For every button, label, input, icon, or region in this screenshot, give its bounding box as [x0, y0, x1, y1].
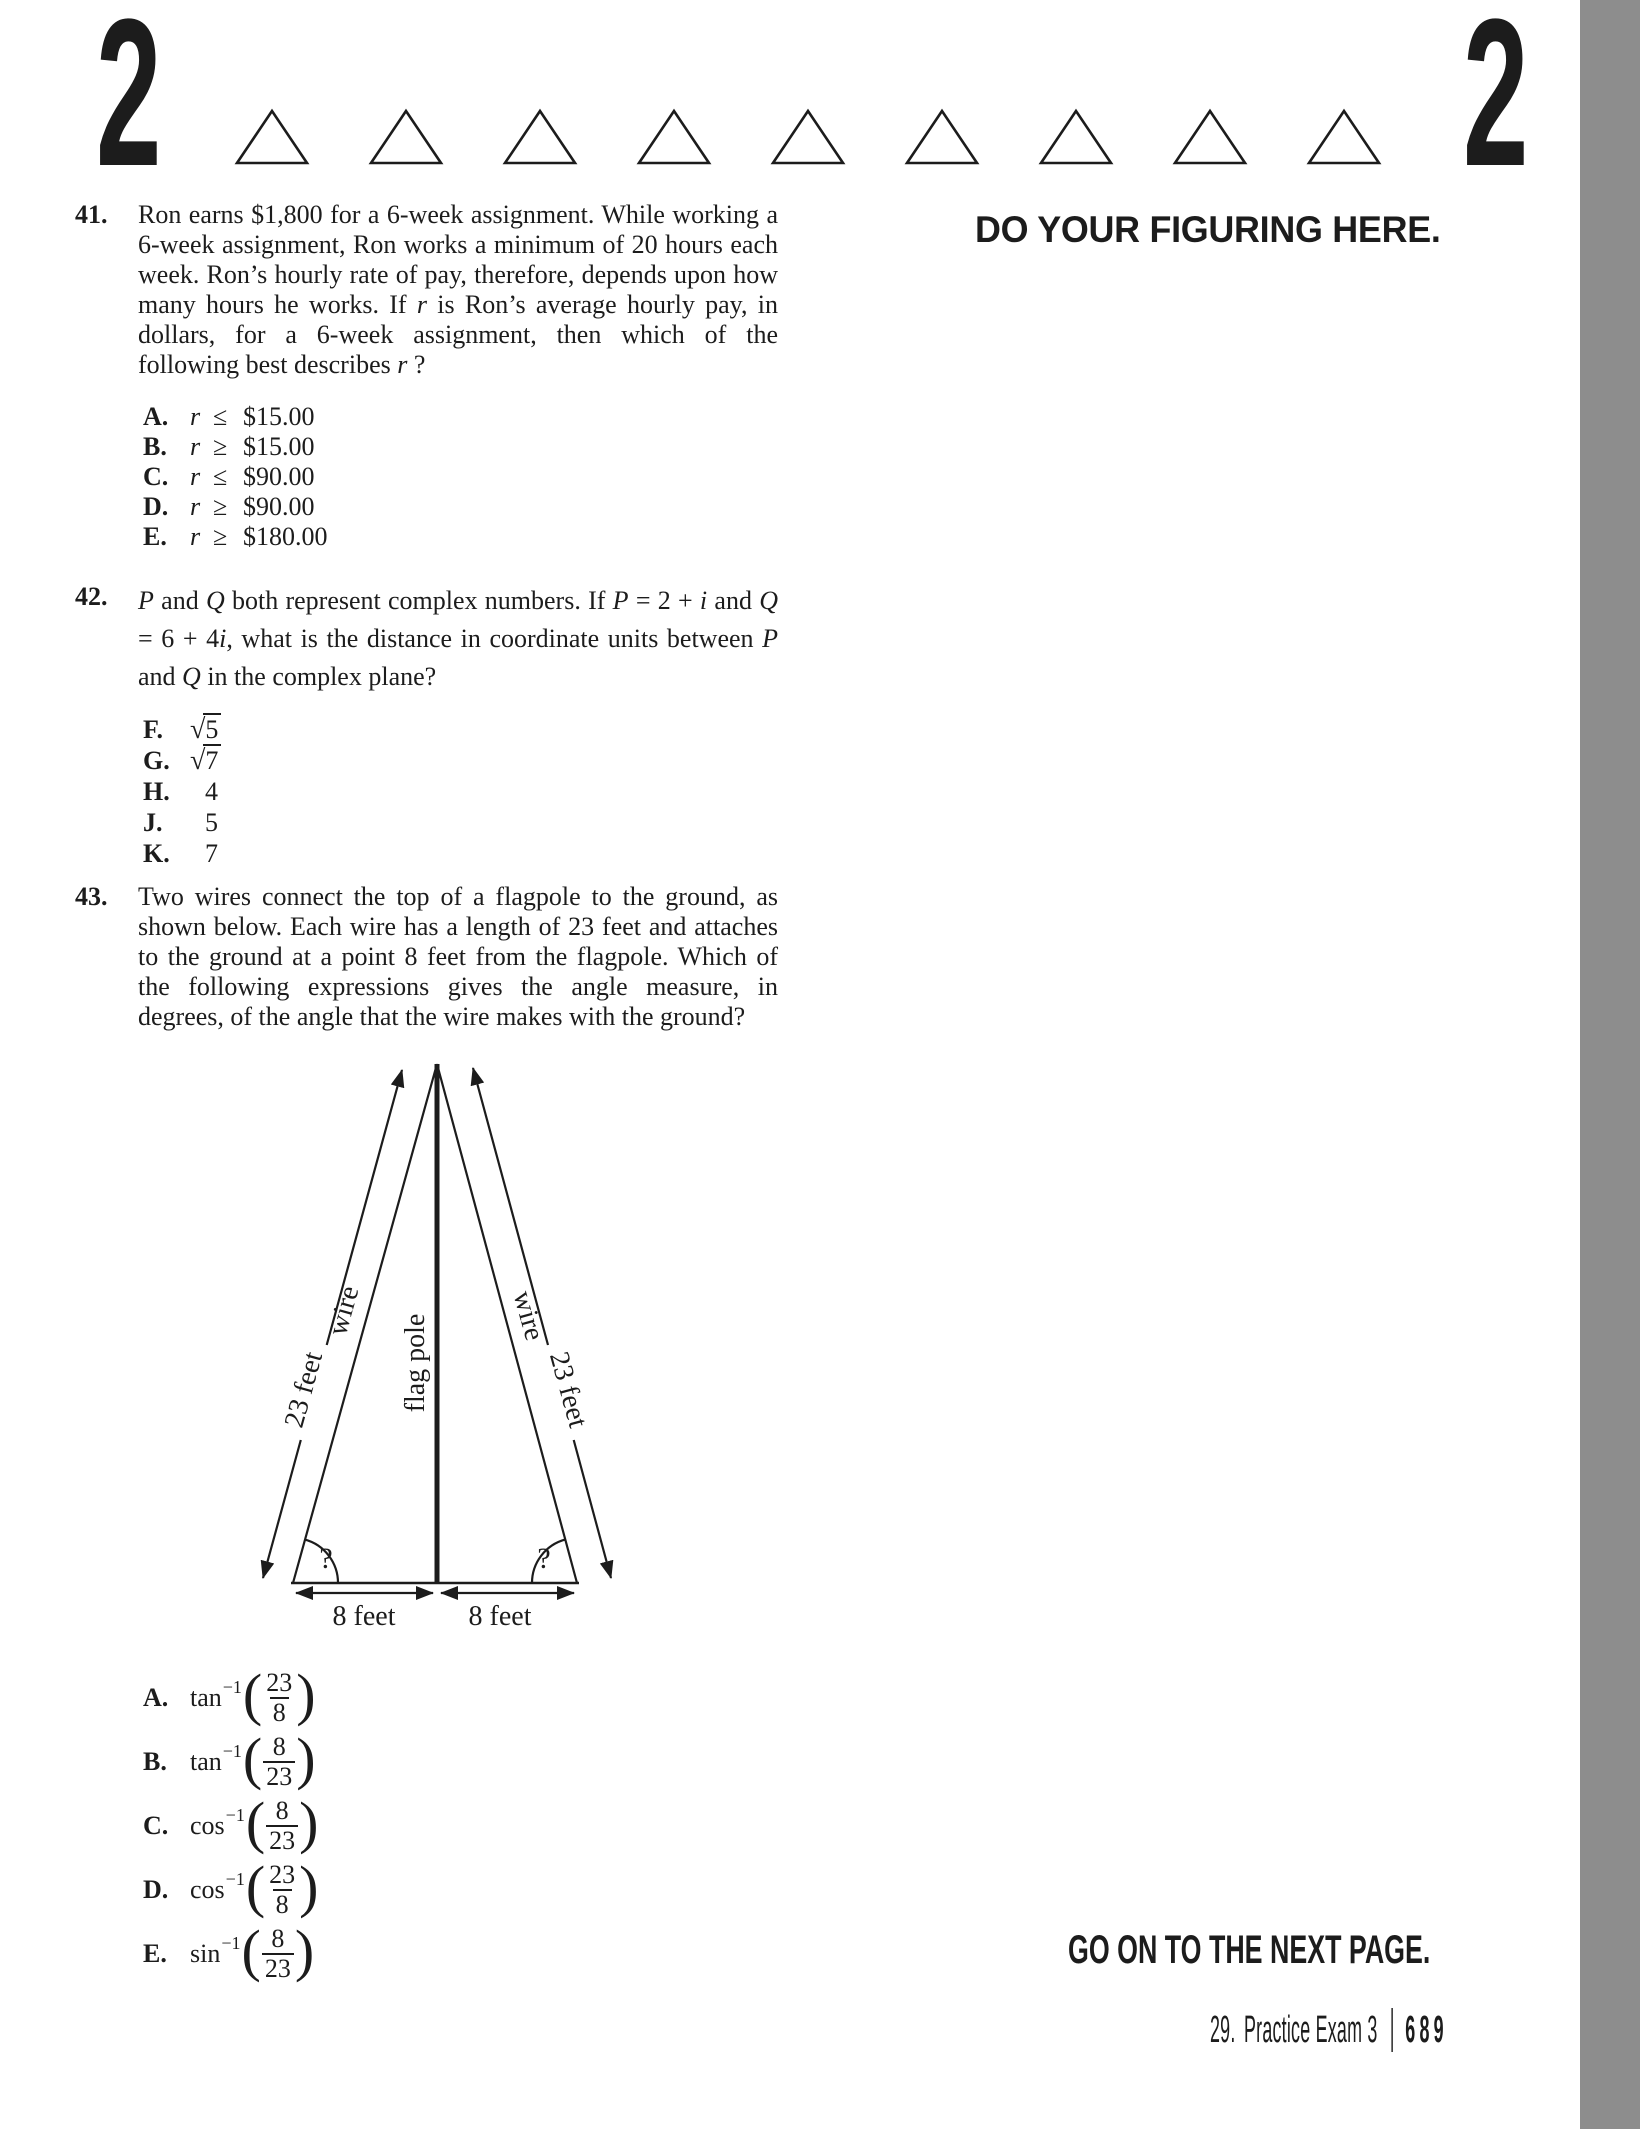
choice-letter: B. — [143, 432, 167, 461]
triangle-icon — [1172, 108, 1248, 166]
choice-letter: H. — [143, 777, 170, 806]
choice-41-D — [143, 492, 785, 522]
question-43-number: 43. — [75, 882, 108, 911]
inverse-exponent: −1 — [222, 1740, 242, 1761]
wire-right-line — [437, 1064, 577, 1583]
choice-value: $90.00 — [243, 462, 315, 491]
variable-r: r — [416, 290, 427, 319]
figuring-header: DO YOUR FIGURING HERE. — [975, 209, 1441, 250]
square-root-expression — [190, 746, 221, 775]
question-43 — [75, 882, 785, 1032]
choice-letter: C. — [143, 462, 169, 491]
triangle-icon — [502, 108, 578, 166]
inverse-exponent: −1 — [225, 1804, 245, 1825]
choice-42-F — [143, 714, 785, 745]
trig-function: cos — [190, 1875, 225, 1904]
question-41-text-part: ? — [407, 350, 426, 379]
question-42-text-part: both represent complex numbers. If — [224, 586, 613, 615]
fraction — [263, 1669, 295, 1727]
question-42-text-part: and — [707, 586, 760, 615]
fraction-numerator: 23 — [266, 1668, 293, 1697]
figure-label-wire-right: wire — [506, 1287, 550, 1344]
fraction-numerator: 8 — [272, 1732, 286, 1761]
fraction-denominator: 23 — [266, 1825, 298, 1855]
choice-letter: G. — [143, 746, 170, 775]
question-41-text-part: is Ron’s average hourly pay, in dollars, for a 6-week assignment, then which of the following best describes — [138, 290, 778, 379]
question-42-text-part: and — [153, 586, 206, 615]
question-42-text — [138, 582, 778, 696]
choice-letter: A. — [143, 402, 169, 431]
choice-42-G — [143, 745, 785, 776]
question-41 — [75, 200, 785, 552]
question-42 — [75, 582, 785, 869]
choice-43-C: C. cos −1 ( $\frac{8}{23}$ ) — [143, 1790, 319, 1855]
triangle-icon — [636, 108, 712, 166]
choice-value: 5 — [205, 808, 218, 837]
fraction — [263, 1733, 295, 1791]
choice-42-H — [143, 776, 785, 807]
dimension-arrow-left-lower — [263, 1440, 301, 1578]
fraction-denominator: 23 — [262, 1953, 294, 1983]
choice-letter: J. — [143, 808, 163, 837]
choice-value: 4 — [205, 777, 218, 806]
footer-section-number: 29. — [1210, 2008, 1236, 2051]
variable-i: i — [219, 624, 227, 653]
choice-value: 7 — [205, 839, 218, 868]
choice-letter: A. — [143, 1683, 169, 1712]
choice-variable: r — [190, 522, 201, 551]
choice-letter: F. — [143, 715, 163, 744]
figure-label-8-feet-left: 8 feet — [332, 1601, 396, 1632]
choice-variable: r — [190, 492, 201, 521]
choice-value: $15.00 — [243, 432, 315, 461]
figure-label-flag-pole: flag pole — [400, 1313, 431, 1413]
figure-label-8-feet-right: 8 feet — [468, 1601, 532, 1632]
question-42-text-part: in the complex plane? — [200, 662, 437, 691]
variable-P: P — [612, 586, 629, 615]
choice-letter: E. — [143, 1939, 167, 1968]
choice-letter: D. — [143, 492, 169, 521]
triangle-icon — [904, 108, 980, 166]
choice-value: $15.00 — [243, 402, 315, 431]
inverse-exponent: −1 — [225, 1868, 245, 1889]
header-triangle-row — [234, 108, 1382, 166]
question-43-choices — [143, 1662, 319, 1988]
choice-relation: ≤ — [213, 402, 228, 431]
figure-label-wire-left: wire — [322, 1282, 366, 1339]
choice-43-A: A. tan −1 ( $\frac{23}{8}$ ) — [143, 1662, 316, 1727]
trig-function: tan — [190, 1747, 222, 1776]
choice-letter: C. — [143, 1811, 169, 1840]
fraction-denominator: 8 — [273, 1889, 292, 1919]
question-42-text-part: = 2 + — [628, 586, 700, 615]
choice-42-K — [143, 838, 785, 869]
fraction — [266, 1861, 298, 1919]
fraction-denominator: 8 — [270, 1697, 289, 1727]
question-42-text-part: , what is the distance in coordinate units between — [226, 624, 763, 653]
variable-i: i — [699, 586, 708, 615]
fraction-numerator: 23 — [269, 1860, 296, 1889]
variable-Q: Q — [182, 662, 201, 691]
variable-Q: Q — [759, 586, 778, 615]
choice-letter: B. — [143, 1747, 167, 1776]
choice-41-E — [143, 522, 785, 552]
figure-label-23-feet-left: 23 feet — [278, 1348, 330, 1431]
footer-page-number: 689 — [1405, 2008, 1448, 2051]
variable-Q: Q — [205, 586, 225, 615]
fraction — [266, 1797, 298, 1855]
footer-divider — [1392, 2008, 1393, 2052]
choice-letter: K. — [143, 839, 170, 868]
inverse-exponent: −1 — [222, 1676, 242, 1697]
figure-label-23-feet-right: 23 feet — [542, 1348, 594, 1431]
question-42-text-part: and — [138, 662, 183, 691]
choice-value: $180.00 — [243, 522, 328, 551]
triangle-icon — [1038, 108, 1114, 166]
figure-label-angle-left: ? — [319, 1542, 333, 1575]
page-number-left: 2 — [96, 0, 162, 210]
square-root-expression — [190, 715, 221, 744]
go-on-instruction: GO ON TO THE NEXT PAGE. — [1068, 1928, 1431, 1972]
choice-variable: r — [190, 432, 201, 461]
fraction-numerator: 8 — [275, 1796, 289, 1825]
choice-letter: E. — [143, 522, 167, 551]
choice-41-C — [143, 462, 785, 492]
choice-43-E: E. sin −1 ( $\frac{8}{23}$ ) — [143, 1918, 315, 1983]
footer-section-title: Practice Exam 3 — [1243, 2008, 1378, 2051]
page-number-right: 2 — [1463, 0, 1529, 210]
page-footer — [1210, 2008, 1448, 2052]
question-43-text: Two wires connect the top of a flagpole to the ground, as shown below. Each wire has a length of 23 feet and attaches to the ground at a point 8 feet from the flagpole. Which of the following expressions gives the angle measure, in degrees, of the angle that the wire makes with the ground? — [138, 882, 778, 1031]
question-42-text-part: = 6 + 4 — [138, 624, 220, 653]
trig-function: cos — [190, 1811, 225, 1840]
figure-label-angle-right: ? — [537, 1542, 551, 1575]
variable-r: r — [397, 350, 408, 379]
choice-43-B: B. tan −1 ( $\frac{8}{23}$ ) — [143, 1726, 316, 1791]
radical-sign: √ — [190, 714, 206, 745]
radical-sign: √ — [190, 745, 206, 776]
inverse-exponent: −1 — [221, 1932, 241, 1953]
dimension-arrow-right-lower — [574, 1440, 611, 1578]
choice-43-D: D. cos −1 ( $\frac{23}{8}$ ) — [143, 1854, 319, 1919]
fraction-numerator: 8 — [271, 1924, 285, 1953]
triangle-icon — [368, 108, 444, 166]
choice-variable: r — [190, 402, 201, 431]
radicand: 7 — [203, 744, 221, 775]
question-41-text — [138, 200, 778, 380]
choice-letter: D. — [143, 1875, 169, 1904]
question-42-number: 42. — [75, 582, 108, 611]
variable-P: P — [138, 586, 154, 615]
question-41-number: 41. — [75, 200, 108, 229]
choice-41-A — [143, 402, 785, 432]
choice-relation: ≥ — [213, 432, 228, 461]
page-edge-bar — [1580, 0, 1640, 2129]
choice-relation: ≤ — [213, 462, 228, 491]
flagpole-figure — [180, 1030, 660, 1655]
choice-relation: ≥ — [213, 522, 228, 551]
fraction-denominator: 23 — [263, 1761, 295, 1791]
triangle-icon — [770, 108, 846, 166]
choice-42-J — [143, 807, 785, 838]
fraction — [262, 1925, 294, 1983]
choice-relation: ≥ — [213, 492, 228, 521]
triangle-icon — [1306, 108, 1382, 166]
question-41-choices — [143, 402, 785, 552]
choice-value: $90.00 — [243, 492, 315, 521]
trig-function: tan — [190, 1683, 222, 1712]
trig-function: sin — [190, 1939, 221, 1968]
variable-P: P — [762, 624, 779, 653]
triangle-icon — [234, 108, 310, 166]
question-41-text-part: Ron earns $1,800 for a 6-week assignment. While working a 6-week assignment, Ron works a minimum of 20 hours each week. Ron’s hourly rate of pay, therefore, depends upon how many hours he works. If — [138, 200, 778, 319]
choice-41-B — [143, 432, 785, 462]
radicand: 5 — [203, 713, 221, 744]
question-42-choices — [143, 714, 785, 869]
choice-variable: r — [190, 462, 201, 491]
